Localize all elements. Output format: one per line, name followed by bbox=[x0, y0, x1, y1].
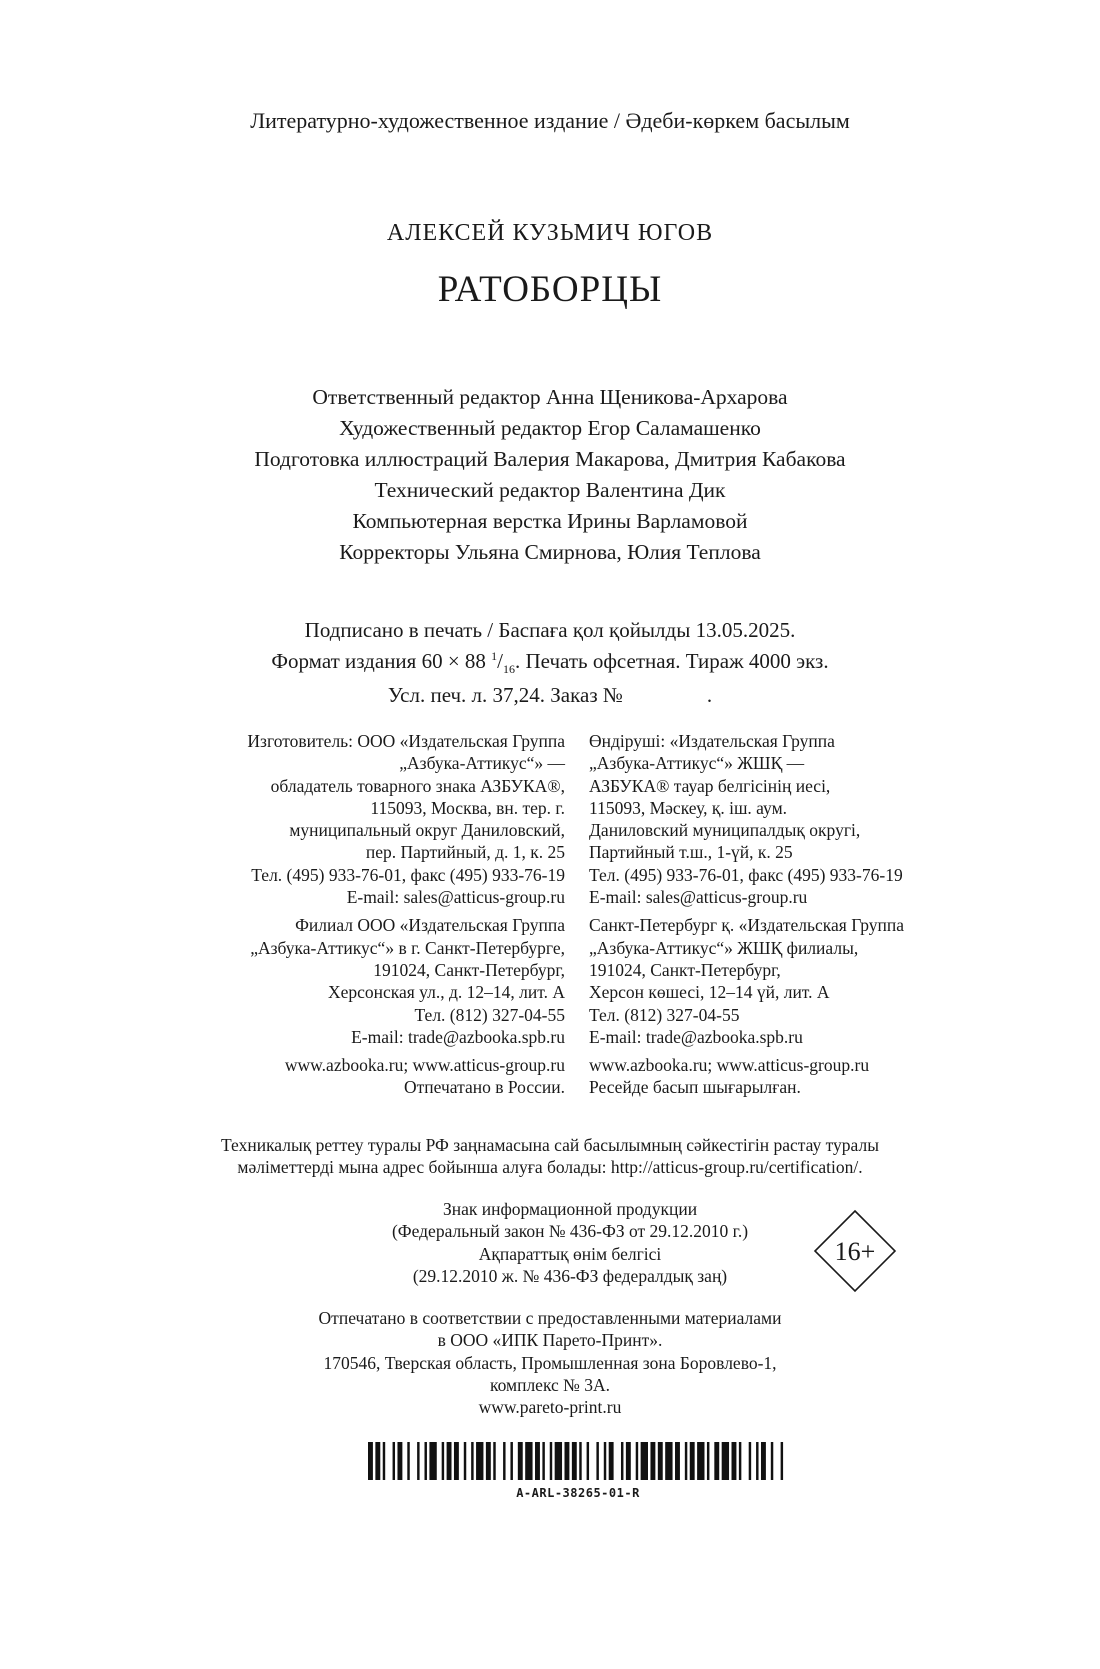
text-line: Техникалық реттеу туралы РФ заңнамасына сай басылымның сәйкестігін растау туралы bbox=[221, 1135, 879, 1155]
text-line: E-mail: sales@atticus-group.ru bbox=[589, 887, 808, 908]
barcode-bar bbox=[756, 1442, 758, 1480]
format-fraction: $^1/_{16}$ bbox=[491, 649, 516, 677]
barcode-bar bbox=[454, 1442, 459, 1480]
print-info bbox=[0, 617, 1100, 708]
text-line: Тел. (495) 933-76-01, факс (495) 933-76-19 bbox=[589, 864, 903, 885]
credit-line: Художественный редактор Егор Саламашенко bbox=[339, 416, 761, 440]
text-line: E-mail: sales@atticus-group.ru bbox=[346, 887, 565, 908]
age-rating-label: 16+ bbox=[834, 1237, 876, 1266]
text-line: АЗБУКА® тауар белгісінің иесі, bbox=[589, 775, 831, 796]
format-line: Формат издания 60 × 88 $^1/_{16}$. Печать офсетная. Тираж 4000 экз. bbox=[271, 649, 829, 677]
barcode-bar bbox=[368, 1442, 373, 1480]
text-line: „Азбука-Аттикус“» ЖШҚ — bbox=[589, 753, 805, 774]
barcode-bar bbox=[447, 1442, 452, 1480]
barcode-bar bbox=[781, 1442, 783, 1480]
barcode-bar bbox=[749, 1442, 751, 1480]
credit-line: Компьютерная верстка Ирины Варламовой bbox=[352, 509, 748, 533]
credit-line: Подготовка иллюстраций Валерия Макарова, Дмитрия Кабакова bbox=[254, 447, 846, 471]
publisher-ru bbox=[160, 730, 565, 1105]
credits-block bbox=[0, 382, 1100, 568]
text-line: комплекс № 3А. bbox=[489, 1374, 610, 1395]
barcode-bar bbox=[397, 1442, 402, 1480]
web-kz-block bbox=[589, 1054, 1009, 1099]
text-line: (Федеральный закон № 436-ФЗ от 29.12.2010 г.) bbox=[391, 1221, 749, 1242]
credit-line: Ответственный редактор Анна Щеникова-Архарова bbox=[312, 385, 788, 409]
text-line: Өндіруші: «Издательская Группа bbox=[589, 731, 835, 751]
text-line: обладатель товарного знака АЗБУКА®, bbox=[270, 775, 565, 796]
text-line: муниципальный округ Даниловский, bbox=[289, 820, 565, 841]
text-line: Филиал ООО «Издательская Группа bbox=[295, 915, 565, 936]
barcode-bar bbox=[690, 1442, 695, 1480]
barcode-bar bbox=[564, 1442, 569, 1480]
barcode-bar bbox=[771, 1442, 773, 1480]
barcode bbox=[368, 1442, 788, 1480]
text-line: Даниловский муниципалдық округі, bbox=[589, 820, 861, 841]
barcode-bar bbox=[464, 1442, 466, 1480]
text-line: 191024, Санкт-Петербург, bbox=[589, 959, 781, 980]
barcode-bar bbox=[550, 1442, 552, 1480]
text-line: „Азбука-Аттикус“» в г. Санкт-Петербурге, bbox=[250, 937, 565, 958]
text-line: Знак информационной продукции bbox=[442, 1199, 698, 1219]
barcode-bar bbox=[579, 1442, 581, 1480]
barcode-code: A-ARL-38265-01-R bbox=[516, 1486, 640, 1500]
age-rating-badge bbox=[813, 1209, 897, 1293]
text-line: 191024, Санкт-Петербург, bbox=[373, 959, 565, 980]
text-line: мәліметтерді мына адрес бойынша алуға болады: http://atticus-group.ru/certification/. bbox=[237, 1157, 863, 1178]
credit-line: Технический редактор Валентина Дик bbox=[374, 478, 726, 502]
barcode-bar bbox=[417, 1442, 419, 1480]
barcode-bar bbox=[525, 1442, 532, 1480]
barcode-bar bbox=[697, 1442, 704, 1480]
barcode-bar bbox=[486, 1442, 491, 1480]
barcode-bar bbox=[542, 1442, 544, 1480]
text-line: Тел. (812) 327-04-55 bbox=[414, 1004, 565, 1025]
sheets-line: Усл. печ. л. 37,24. Заказ № . bbox=[387, 683, 713, 708]
signed-line: Подписано в печать / Баспаға қол қойылды 13.05.2025. bbox=[304, 618, 796, 642]
credit-line: Корректоры Ульяна Смирнова, Юлия Теплова bbox=[339, 540, 761, 564]
barcode-bar bbox=[503, 1442, 505, 1480]
text-line: www.pareto-print.ru bbox=[478, 1397, 622, 1418]
branch-ru-block bbox=[160, 914, 565, 1048]
barcode-bar bbox=[555, 1442, 562, 1480]
barcode-bar bbox=[658, 1442, 663, 1480]
text-line: Тел. (495) 933-76-01, факс (495) 933-76-19 bbox=[251, 864, 565, 885]
manufacturer-kz-block bbox=[589, 730, 1009, 908]
barcode-bar bbox=[535, 1442, 540, 1480]
barcode-bar bbox=[510, 1442, 512, 1480]
barcode-bar bbox=[626, 1442, 631, 1480]
book-title: РАТОБОРЦЫ bbox=[437, 269, 663, 310]
text-line: Тел. (812) 327-04-55 bbox=[589, 1004, 740, 1025]
barcode-bar bbox=[518, 1442, 523, 1480]
barcode-bar bbox=[407, 1442, 409, 1480]
text-line: Партийный т.ш., 1-үй, к. 25 bbox=[589, 842, 793, 863]
barcode-bar bbox=[429, 1442, 436, 1480]
branch-kz-block bbox=[589, 914, 1009, 1048]
text-line: www.azbooka.ru; www.atticus-group.ru bbox=[589, 1055, 870, 1076]
text-line: 115093, Мәскеу, қ. іш. аум. bbox=[589, 797, 788, 818]
barcode-bar bbox=[739, 1442, 741, 1480]
barcode-bar bbox=[685, 1442, 687, 1480]
barcode-bar bbox=[375, 1442, 380, 1480]
text-line: 115093, Москва, вн. тер. г. bbox=[370, 797, 565, 818]
barcode-bar bbox=[393, 1442, 395, 1480]
text-line: Херсон көшесі, 12–14 үй, лит. А bbox=[589, 982, 830, 1003]
certification-note bbox=[0, 1134, 1100, 1179]
text-line: Изготовитель: ООО «Издательская Группа bbox=[247, 731, 565, 751]
barcode-bar bbox=[636, 1442, 638, 1480]
barcode-bar bbox=[383, 1442, 385, 1480]
text-line: E-mail: trade@azbooka.spb.ru bbox=[589, 1026, 803, 1047]
text-line: пер. Партийный, д. 1, к. 25 bbox=[365, 842, 565, 863]
text-line: Отпечатано в России. bbox=[404, 1077, 565, 1098]
barcode-bar bbox=[442, 1442, 444, 1480]
text-line: 170546, Тверская область, Промышленная зона Боровлево-1, bbox=[323, 1352, 777, 1373]
barcode-bar bbox=[493, 1442, 495, 1480]
barcode-bar bbox=[714, 1442, 719, 1480]
barcode-bar bbox=[424, 1442, 426, 1480]
text-line: (29.12.2010 ж. № 436-ФЗ федералдық заң) bbox=[412, 1265, 728, 1286]
text-line: Ақпараттық өнім белгісі bbox=[478, 1243, 662, 1264]
text-line: Отпечатано в соответствии с предоставленными материалами bbox=[318, 1308, 782, 1328]
text-line: Ресейде басып шығарылған. bbox=[589, 1077, 801, 1098]
barcode-bar bbox=[471, 1442, 473, 1480]
barcode-bar bbox=[476, 1442, 483, 1480]
text-line: E-mail: trade@azbooka.spb.ru bbox=[351, 1026, 565, 1047]
author-name: АЛЕКСЕЙ КУЗЬМИЧ ЮГОВ bbox=[386, 220, 714, 246]
text-line: „Азбука-Аттикус“» — bbox=[399, 753, 565, 774]
barcode-bar bbox=[572, 1442, 577, 1480]
barcode-bar bbox=[650, 1442, 655, 1480]
publisher-kz bbox=[589, 730, 1009, 1105]
text-line: „Азбука-Аттикус“» ЖШҚ филиалы, bbox=[589, 937, 859, 958]
web-ru-block bbox=[160, 1054, 565, 1099]
barcode-bar bbox=[675, 1442, 680, 1480]
barcode-bar bbox=[587, 1442, 589, 1480]
edition-type: Литературно-художественное издание / Әдеби-көркем басылым bbox=[250, 108, 850, 133]
barcode-bar bbox=[707, 1442, 709, 1480]
barcode-bar bbox=[761, 1442, 766, 1480]
printed-by bbox=[0, 1307, 1100, 1418]
text-line: Херсонская ул., д. 12–14, лит. А bbox=[327, 982, 565, 1003]
barcode-bar bbox=[621, 1442, 623, 1480]
manufacturer-ru-block bbox=[160, 730, 565, 908]
barcode-bar bbox=[665, 1442, 672, 1480]
text-line: www.azbooka.ru; www.atticus-group.ru bbox=[284, 1055, 565, 1076]
barcode-bar bbox=[596, 1442, 598, 1480]
text-line: в ООО «ИПК Парето-Принт». bbox=[437, 1330, 663, 1351]
barcode-bar bbox=[641, 1442, 648, 1480]
info-sign-text bbox=[300, 1198, 840, 1287]
barcode-bar bbox=[604, 1442, 606, 1480]
barcode-bar bbox=[722, 1442, 729, 1480]
barcode-bar bbox=[609, 1442, 614, 1480]
barcode-bar bbox=[732, 1442, 737, 1480]
text-line: Санкт-Петербург қ. «Издательская Группа bbox=[589, 915, 904, 936]
